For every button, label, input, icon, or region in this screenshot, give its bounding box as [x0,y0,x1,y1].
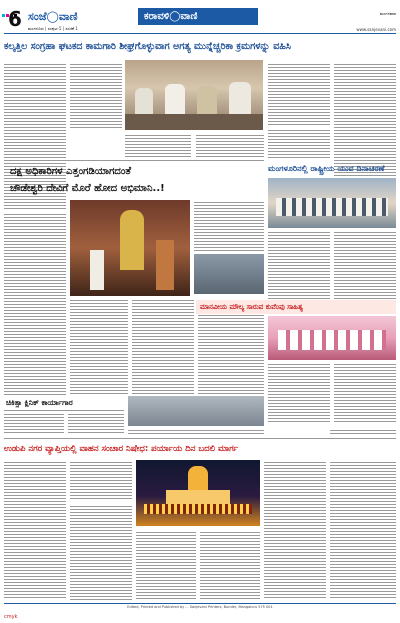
body-text-bottom-8 [200,530,260,600]
banner-headline: ಮಾನವೀಯ ಮೌಲ್ಯ ಸಾರುವ ಕುವೆಂಪು ಸಾಹಿತ್ಯ [200,303,303,311]
clinic-headline: ಚಿಕಿತ್ಸಾ ಕ್ಲಿನಿಕ್ ಕಾರ್ಯಾಗಾರ [6,398,73,407]
body-text-bottom-5 [330,460,396,600]
body-text-col-2 [70,62,122,130]
second-headline-line-2: ಚೌಡೇಶ್ವರಿ ದೇವಿಗೆ ಮೊರೆ ಹೋದ ಅಭಿಮಾನಿ..! [10,183,165,194]
masthead-rule [4,33,396,34]
footer-rule [4,603,396,604]
body-text-bottom-3 [264,460,326,600]
body-text-right-7 [334,362,396,422]
body-text-right-3 [268,128,330,158]
page-number: 6 [8,7,22,31]
body-text-col-4 [196,133,264,157]
body-text-col-1b [4,212,66,396]
meeting-photo [125,60,263,130]
body-text-bottom-1 [4,460,66,600]
bottom-headline: ಉಡುಪಿ ನಗರ ವ್ಯಾಪ್ತಿಯಲ್ಲಿ ವಾಹನ ಸಂಚಾರ ನಿಷೇಧ: ಪರ್ಯಾಯ ದಿನ ಬದಲಿ ಮಾರ್ಗ [4,444,239,454]
body-text-clinic-2 [68,412,124,434]
masthead-logo-left: ಸಂಜೆ◯ವಾಣಿ [28,10,78,23]
body-text-col-3b [70,298,128,394]
rule-second-story [4,160,264,161]
body-text-bottom-6 [70,504,132,600]
portrait-photo [194,254,264,294]
event-photo [268,316,396,360]
body-text-bottom-7 [136,530,196,600]
body-text-bottom-4 [330,428,396,436]
body-text-bottom-2 [70,460,132,500]
temple-photo [70,200,190,296]
body-text-right-4 [268,230,330,300]
body-text-right-1 [268,62,330,126]
right-headline: ಮಂಗಳೂರಿನಲ್ಲಿ ರಾಷ್ಟ್ರೀಯ ಯುವ ದಿನಾಚರಣೆ [268,164,385,173]
lead-headline: ಕಲ್ಕತ್ತಿಲ ಸಂಗ್ರಹಾ ಘಟಕದ ಕಾಮಗಾರಿ ಶೀಘ್ರಗೊಳ್ಳುವಾಗ ಅಗತ್ಯ ಮುನ್ನೆಚ್ಚರಿಕಾ ಕ್ರಮಗಳನ್ನು ವಹಿಸಿ [4,41,291,52]
body-text-col-3 [125,133,191,157]
body-text-right-5 [334,230,396,300]
rule-bottom-story [4,438,396,439]
masthead-logo-right: ಕರಾವಳಿ◯ವಾಣಿ [144,11,198,22]
second-headline-line-1: ದಕ್ಷ ಅಧಿಕಾರಿಗಳ ಎತ್ತಂಗಡಿಯಾಗದಂತೆ [10,166,131,177]
footer-cmyk-label: cmyk [4,614,18,620]
dateline-left: ಮಂಗಳೂರು | ಸಂಪುಟ-5 | ಸಂಚಿಕೆ 1 [28,26,78,31]
clinic-photo [128,396,264,426]
body-text-right-6 [268,362,330,422]
body-text-clinic-1 [4,412,64,434]
website: www.sanjevani.com [356,27,396,32]
temple-night-photo [136,460,260,526]
dateline-right: ಮಂಗಳವಾರ [379,11,396,16]
body-text-col-4b [132,298,194,394]
rally-photo [268,178,396,228]
footer-imprint: Edited, Printed and Published by ... Sanjevani Printers, Bunder, Mangaluru 575 001 [127,605,273,609]
body-text-col-2b [194,200,264,252]
body-text-clinic-3 [128,428,264,436]
